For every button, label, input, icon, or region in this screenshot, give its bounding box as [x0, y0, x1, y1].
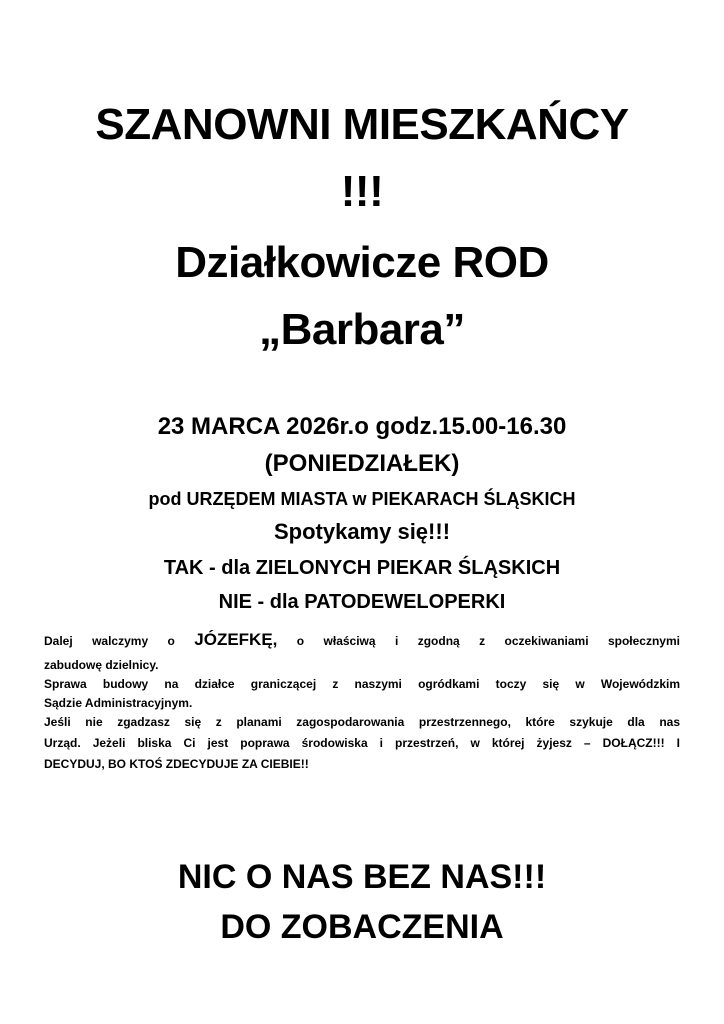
event-meet: Spotykamy się!!!	[273, 519, 451, 544]
headline-residents: SZANOWNI MIESZKAŃCY	[95, 100, 629, 149]
headline-garden-name: „Barbara”	[259, 305, 465, 354]
paragraph-2-line-2: Sądzie Administracyjnym.	[44, 696, 193, 710]
event-place: pod URZĘDEM MIASTA w PIEKARACH ŚLĄSKICH	[148, 489, 576, 509]
headline-exclamations: !!!	[340, 167, 384, 216]
footer-farewell: DO ZOBACZENIA	[220, 908, 504, 946]
paragraph-3-line-3: DECYDUJ, BO KTOŚ ZDECYDUJE ZA CIEBIE!!	[44, 757, 309, 771]
paragraph-1-emphasis: JÓZEFKĘ,	[194, 630, 278, 649]
paragraph-1-lead: Dalej walczymy o	[44, 634, 175, 648]
slogan-no: NIE - dla PATODEWELOPERKI	[218, 591, 506, 613]
slogan-yes: TAK - dla ZIELONYCH PIEKAR ŚLĄSKICH	[163, 557, 561, 579]
paragraph-1-line-2: zabudowę dzielnicy.	[44, 658, 159, 672]
footer-slogan: NIC O NAS BEZ NAS!!!	[177, 858, 547, 896]
paragraph-2-line-1: Sprawa budowy na działce graniczącej z naszymi ogródkami toczy się w Wojewódzkim	[44, 677, 680, 691]
event-date-time: 23 MARCA 2026r.o godz.15.00-16.30	[157, 413, 567, 440]
paragraph-3-line-2: Urząd. Jeżeli bliska Ci jest poprawa środowiska i przestrzeń, w której żyjesz – DOŁĄCZ!!! I	[44, 736, 680, 750]
paragraph-3-line-1: Jeśli nie zgadzasz się z planami zagospodarowania przestrzennego, które szykuje dla nas	[44, 715, 680, 729]
headline-allotment-holders: Działkowicze ROD	[175, 238, 549, 287]
paragraph-1-trail: o właściwą i zgodną z oczekiwaniami społecznymi	[296, 634, 680, 648]
event-weekday: (PONIEDZIAŁEK)	[264, 450, 460, 477]
paragraph-1-line-1	[44, 630, 680, 651]
